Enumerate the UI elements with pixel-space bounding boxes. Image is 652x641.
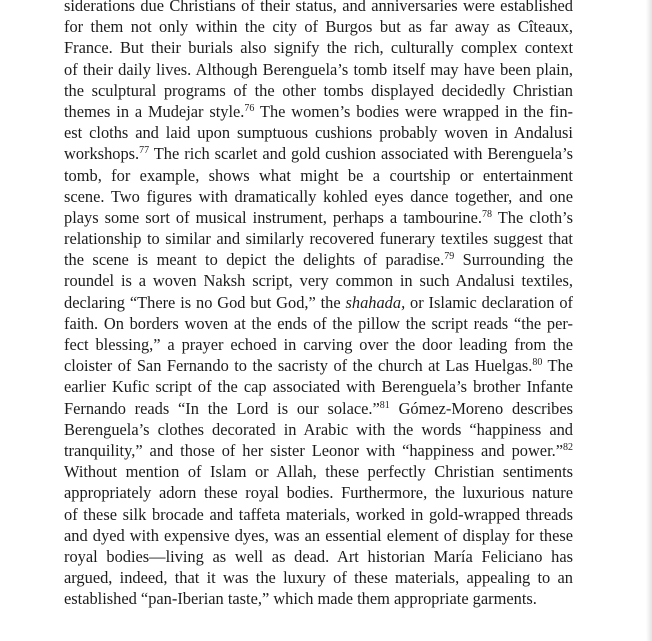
footnote-ref: 76 [244, 102, 255, 114]
text-segment: scene. Two figures with dramatically kohled eyes dance together, and one [64, 186, 573, 206]
text-segment: appropriately adorn these royal bodies. Furthermore, the luxurious nature [64, 483, 573, 503]
text-line [64, 59, 573, 80]
text-segment: royal bodies—living as well as dead. Art historian María Feliciano has [64, 546, 573, 566]
text-segment: for them not only within the city of Burgos but as far away as Cîteaux, [64, 17, 573, 37]
text-segment: of their daily lives. Although Berenguela’s tomb itself may have been plain, [64, 59, 573, 79]
text-line [64, 143, 573, 164]
text-segment: or Islamic declaration of [405, 292, 573, 312]
text-line [64, 504, 573, 525]
text-segment: established “pan-Iberian taste,” which made them appropriate garments. [64, 589, 537, 609]
text-line [64, 228, 573, 249]
text-line [64, 419, 573, 440]
text-line [64, 37, 573, 58]
text-line [64, 398, 573, 419]
text-segment: of these silk brocade and taffeta materials, worked in gold-wrapped threads [64, 504, 573, 524]
text-segment: relationship to similar and similarly recovered funerary textiles suggest that [64, 229, 573, 249]
text-line [64, 313, 573, 334]
text-segment: tranquility,” and those of her sister Leonor with “happiness and power.” [64, 440, 563, 460]
text-line [64, 355, 573, 376]
text-segment: themes in a Mudejar style. [64, 101, 245, 121]
text-segment: workshops. [64, 144, 140, 164]
text-line [64, 482, 573, 503]
text-line [64, 186, 573, 207]
footnote-ref: 81 [379, 399, 390, 411]
italic-term: shahada, [345, 292, 406, 312]
text-segment: cloister of San Fernando to the sacristy of the church at Las Huelgas. [64, 356, 533, 376]
text-segment: The [542, 356, 573, 376]
text-segment: The women’s bodies were wrapped in the fin- [254, 101, 573, 121]
footnote-ref: 78 [482, 208, 492, 220]
text-segment: siderations due Christians of their status, and anniversaries were established [64, 0, 573, 15]
text-line [64, 270, 573, 291]
text-line [64, 334, 573, 355]
text-segment: Without mention of Islam or Allah, these perfectly Christian sentiments [64, 462, 573, 482]
text-line [64, 249, 573, 270]
footnote-ref: 82 [563, 441, 573, 453]
text-line [64, 525, 573, 546]
text-line [64, 292, 573, 313]
text-segment: argued, indeed, that it was the luxury of these materials, appealing to an [64, 568, 573, 588]
page-edge-shadow [646, 0, 652, 641]
text-line [64, 567, 573, 588]
text-line [64, 440, 573, 461]
text-segment: the sculptural programs of the other tombs displayed decidedly Christian [64, 80, 573, 100]
text-line [64, 546, 573, 567]
text-line [64, 101, 573, 122]
text-segment: the scene is meant to depict the delights of paradise. [64, 250, 445, 270]
text-segment: Fernando reads “In the Lord is our solace.” [64, 398, 380, 418]
text-segment: The rich scarlet and gold cushion associated with Berenguela’s [149, 144, 573, 164]
body-paragraph [64, 0, 573, 609]
text-line [64, 376, 573, 397]
text-segment: The cloth’s [492, 207, 573, 227]
text-segment: tomb, for example, shows what might be a courtship or entertainment [64, 165, 573, 185]
text-segment: plays some sort of musical instrument, perhaps a tambourine. [64, 207, 482, 227]
footnote-ref: 80 [532, 357, 543, 369]
text-line [64, 165, 573, 186]
text-line [64, 122, 573, 143]
text-segment: earlier Kufic script of the cap associated with Berenguela’s brother Infante [64, 377, 573, 397]
text-segment: Berenguela’s clothes decorated in Arabic with the words “happiness and [64, 419, 573, 439]
text-segment: faith. On borders woven at the ends of the pillow the script reads “the per- [64, 313, 573, 333]
text-line [64, 0, 573, 16]
text-line [64, 16, 573, 37]
text-segment: France. But their burials also signify the rich, culturally complex context [64, 38, 573, 58]
text-segment: and dyed with expensive dyes, was an essential element of display for these [64, 525, 573, 545]
text-line [64, 207, 573, 228]
text-segment: Surrounding the [454, 250, 573, 270]
text-segment: Gómez-Moreno describes [389, 398, 573, 418]
text-segment: declaring “There is no God but God,” the [64, 292, 346, 312]
footnote-ref: 79 [444, 251, 455, 263]
text-line [64, 80, 573, 101]
footnote-ref: 77 [139, 145, 150, 157]
text-line [64, 588, 573, 609]
text-segment: fect blessing,” a prayer echoed in carving over the door leading from the [64, 335, 573, 354]
text-segment: est cloths and laid upon sumptuous cushions probably woven in Andalusi [64, 123, 573, 143]
text-line [64, 461, 573, 482]
text-segment: roundel is a woven Naksh script, very common in such Andalusi textiles, [64, 271, 573, 291]
